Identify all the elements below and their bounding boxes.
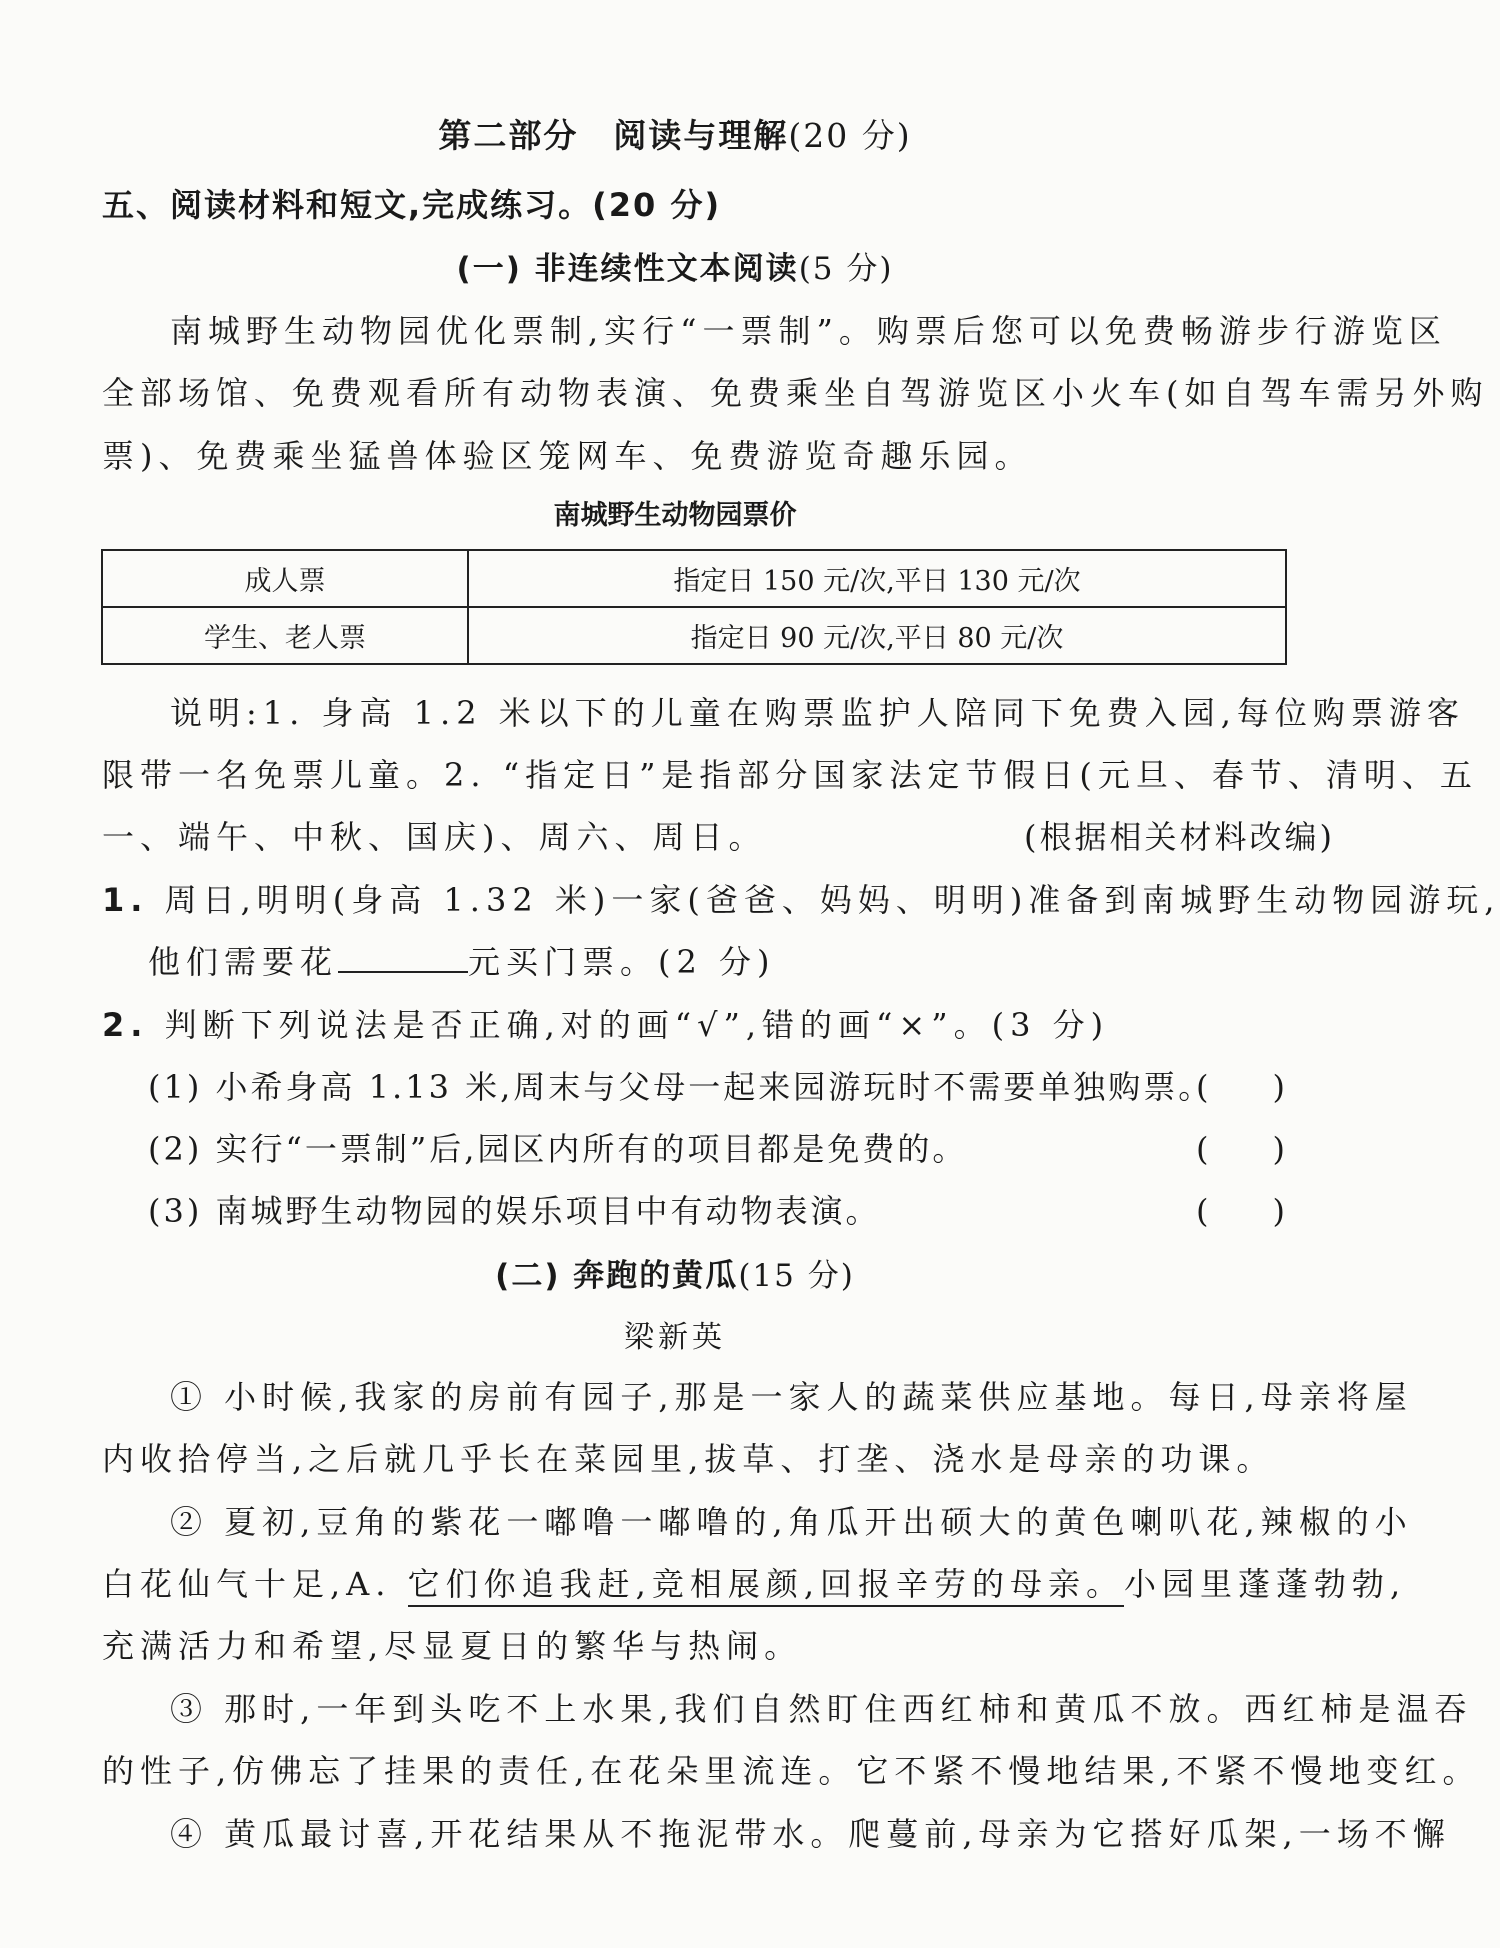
author: 梁新英 bbox=[624, 1320, 726, 1355]
price-table bbox=[101, 549, 1287, 665]
ticket-price-cell: 指定日 90 元/次,平日 80 元/次 bbox=[468, 607, 1286, 664]
story-p1-line-1: ① 小时候,我家的房前有园子,那是一家人的蔬菜供应基地。每日,母亲将屋 bbox=[170, 1378, 1413, 1416]
answer-paren-3[interactable]: ( ) bbox=[1196, 1192, 1285, 1230]
question-1-pre: 他们需要花 bbox=[148, 943, 339, 981]
judge-item-3: (3) 南城野生动物园的娱乐项目中有动物表演。 bbox=[148, 1192, 881, 1230]
story-p2-line-3: 充满活力和希望,尽显夏日的繁华与热闹。 bbox=[102, 1627, 803, 1665]
question-1 bbox=[102, 875, 1500, 921]
sub1-title bbox=[0, 243, 1350, 288]
story-p2-line-2 bbox=[102, 1559, 1406, 1605]
judge-item-2: (2) 实行“一票制”后,园区内所有的项目都是免费的。 bbox=[148, 1130, 968, 1168]
sub2-title bbox=[0, 1250, 1350, 1295]
ticket-type-cell: 成人票 bbox=[102, 550, 468, 607]
part-title-main: 第二部分 阅读与理解 bbox=[438, 116, 789, 155]
judge-item-1: (1) 小希身高 1.13 米,周末与父母一起来园游玩时不需要单独购票。 bbox=[148, 1068, 1214, 1106]
question-2-text: 判断下列说法是否正确,对的画“√”,错的画“×”。(3 分) bbox=[164, 1006, 1110, 1044]
story-p2-pre: 白花仙气十足,A. bbox=[102, 1565, 408, 1603]
intro-line-2: 全部场馆、免费观看所有动物表演、免费乘坐自驾游览区小火车(如自驾车需另外购 bbox=[102, 374, 1489, 412]
ticket-type-cell: 学生、老人票 bbox=[102, 607, 468, 664]
intro-line-1: 南城野生动物园优化票制,实行“一票制”。购票后您可以免费畅游步行游览区 bbox=[170, 312, 1447, 350]
underlined-sentence-a: 它们你追我赶,竞相展颜,回报辛劳的母亲。 bbox=[408, 1565, 1124, 1607]
part-title-score: (20 分) bbox=[788, 116, 912, 155]
question-number: 1. bbox=[102, 881, 149, 919]
notes-line-1: 说明:1. 身高 1.2 米以下的儿童在购票监护人陪同下免费入园,每位购票游客 bbox=[170, 694, 1465, 732]
sub2-score: (15 分) bbox=[738, 1258, 855, 1294]
ticket-price-cell: 指定日 150 元/次,平日 130 元/次 bbox=[468, 550, 1286, 607]
section-title: 五、阅读材料和短文,完成练习。(20 分) bbox=[102, 186, 722, 224]
answer-paren-1[interactable]: ( ) bbox=[1196, 1068, 1285, 1106]
story-p4-line-1: ④ 黄瓜最讨喜,开花结果从不拖泥带水。爬蔓前,母亲为它搭好瓜架,一场不懈 bbox=[170, 1815, 1451, 1853]
question-1-line-2 bbox=[148, 937, 776, 983]
question-1-text: 周日,明明(身高 1.32 米)一家(爸爸、妈妈、明明)准备到南城野生动物园游玩, bbox=[164, 881, 1500, 919]
sub1-title-text: (一) 非连续性文本阅读 bbox=[456, 251, 799, 287]
story-p2-post: 小园里蓬蓬勃勃, bbox=[1124, 1565, 1407, 1603]
part-title bbox=[0, 110, 1350, 157]
sub2-title-text: (二) 奔跑的黄瓜 bbox=[495, 1258, 739, 1294]
answer-blank[interactable] bbox=[338, 943, 468, 973]
story-p3-line-1: ③ 那时,一年到头吃不上水果,我们自然盯住西红柿和黄瓜不放。西红柿是温吞 bbox=[170, 1690, 1473, 1728]
intro-line-3: 票)、免费乘坐猛兽体验区笼网车、免费游览奇趣乐园。 bbox=[102, 437, 1033, 475]
question-1-post: 元买门票。(2 分) bbox=[468, 943, 776, 981]
story-p3-line-2: 的性子,仿佛忘了挂果的责任,在花朵里流连。它不紧不慢地结果,不紧不慢地变红。 bbox=[102, 1752, 1481, 1790]
source-note: (根据相关材料改编) bbox=[1024, 818, 1335, 856]
sub1-score: (5 分) bbox=[798, 251, 894, 287]
notes-line-3: 一、端午、中秋、国庆)、周六、周日。 bbox=[102, 818, 767, 856]
answer-paren-2[interactable]: ( ) bbox=[1196, 1130, 1285, 1168]
question-number: 2. bbox=[102, 1006, 149, 1044]
table-caption: 南城野生动物园票价 bbox=[553, 500, 797, 531]
story-p1-line-2: 内收拾停当,之后就几乎长在菜园里,拔草、打垄、浇水是母亲的功课。 bbox=[102, 1440, 1275, 1478]
story-p2-line-1: ② 夏初,豆角的紫花一嘟噜一嘟噜的,角瓜开出硕大的黄色喇叭花,辣椒的小 bbox=[170, 1503, 1413, 1541]
table-row bbox=[102, 550, 1286, 607]
question-2 bbox=[102, 1000, 1109, 1046]
notes-line-2: 限带一名免票儿童。2. “指定日”是指部分国家法定节假日(元旦、春节、清明、五 bbox=[102, 756, 1478, 794]
table-row bbox=[102, 607, 1286, 664]
